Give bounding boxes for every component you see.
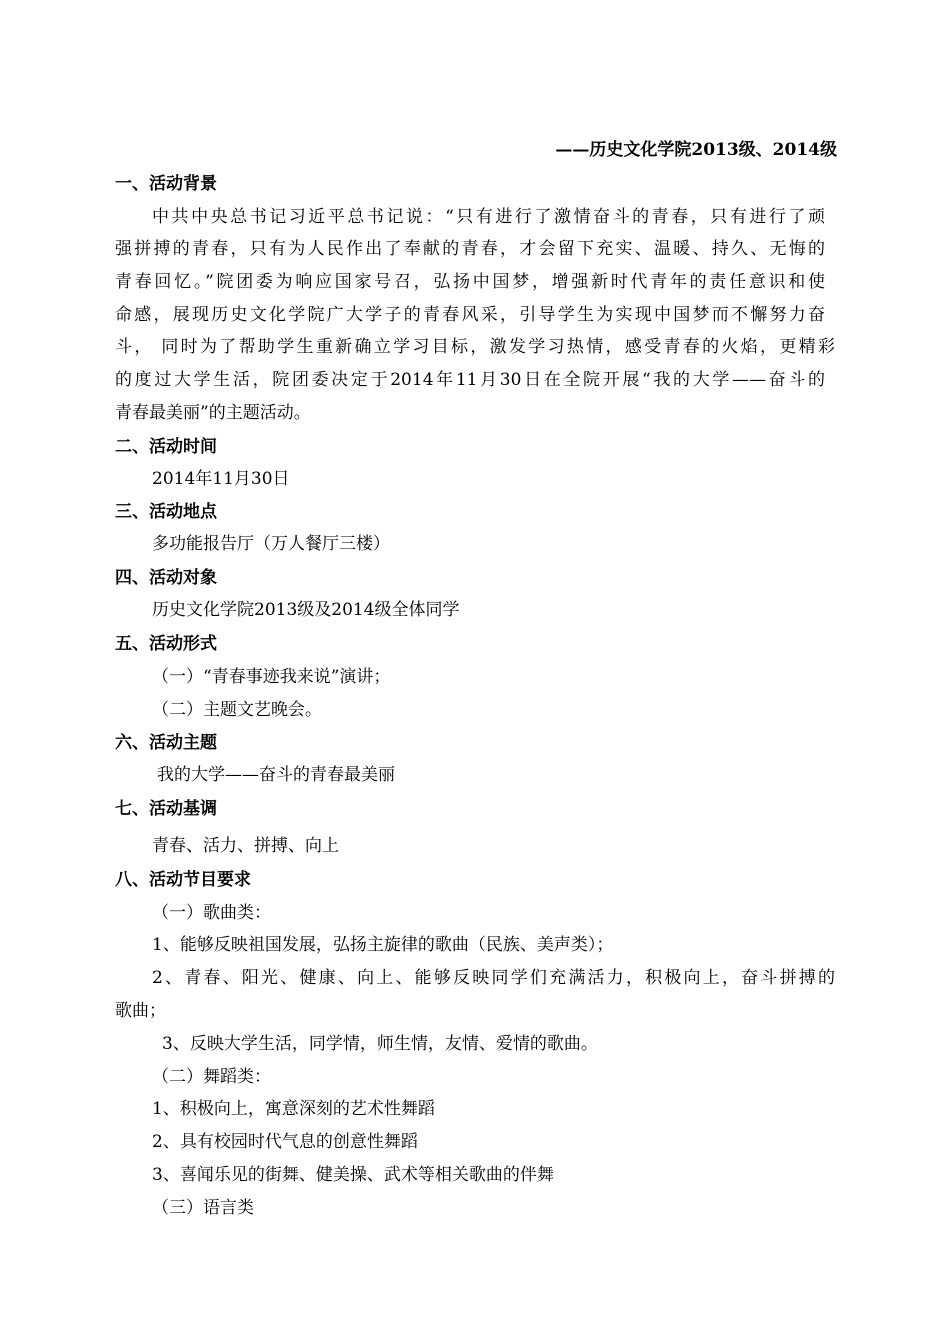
- paragraph-line: 的度过大学生活，院团委决定于2014年11月30日在全院开展“我的大学——奋斗的: [115, 370, 825, 390]
- program-line: 1、积极向上，寓意深刻的艺术性舞蹈: [152, 1099, 435, 1119]
- format-item: （一）“青春事迹我来说”演讲；: [152, 667, 391, 687]
- section-heading-location: 三、活动地点: [115, 502, 217, 522]
- program-line: 1、能够反映祖国发展，弘扬主旋律的歌曲（民族、美声类）；: [152, 935, 614, 955]
- activity-location: 多功能报告厅（万人餐厅三楼）: [152, 534, 390, 554]
- paragraph-line: 斗， 同时为了帮助学生重新确立学习目标，激发学习热情，感受青春的火焰，更精彩: [115, 337, 835, 357]
- paragraph-line: 青春最美丽”的主题活动。: [115, 403, 311, 423]
- program-line: 3、反映大学生活，同学情，师生情，友情、爱情的歌曲。: [162, 1034, 598, 1054]
- section-heading-program: 八、活动节目要求: [115, 870, 251, 890]
- activity-time: 2014年11月30日: [152, 469, 290, 489]
- program-line: 2、青春、阳光、健康、向上、能够反映同学们充满活力，积极向上，奋斗拼搏的: [152, 968, 835, 988]
- section-heading-theme: 六、活动主题: [115, 733, 217, 753]
- section-heading-tone: 七、活动基调: [115, 799, 217, 819]
- section-heading-audience: 四、活动对象: [115, 568, 217, 588]
- program-line: （二）舞蹈类：: [152, 1067, 271, 1087]
- paragraph-line: 强拼搏的青春，只有为人民作出了奉献的青春，才会留下充实、温暖、持久、无悔的: [115, 239, 825, 259]
- section-heading-time: 二、活动时间: [115, 437, 217, 457]
- paragraph-line: 中共中央总书记习近平总书记说：“只有进行了激情奋斗的青春，只有进行了顽: [152, 207, 825, 227]
- activity-theme: 我的大学——奋斗的青春最美丽: [157, 765, 395, 785]
- format-item: （二）主题文艺晚会。: [152, 700, 322, 720]
- paragraph-line: 青春回忆。”院团委为响应国家号召，弘扬中国梦，增强新时代青年的责任意识和使: [115, 272, 825, 292]
- activity-audience: 历史文化学院2013级及2014级全体同学: [152, 600, 460, 620]
- program-line: （三）语言类: [152, 1198, 254, 1218]
- subtitle: ——历史文化学院2013级、2014级: [555, 140, 837, 160]
- program-line: 歌曲；: [115, 1001, 166, 1021]
- section-heading-format: 五、活动形式: [115, 634, 217, 654]
- program-line: 3、喜闻乐见的街舞、健美操、武术等相关歌曲的伴舞: [152, 1165, 554, 1185]
- program-line: 2、具有校园时代气息的创意性舞蹈: [152, 1132, 418, 1152]
- paragraph-line: 命感，展现历史文化学院广大学子的青春风采，引导学生为实现中国梦而不懈努力奋: [115, 305, 825, 325]
- section-heading-background: 一、活动背景: [115, 174, 217, 194]
- activity-tone: 青春、活力、拼搏、向上: [152, 836, 339, 856]
- program-line: （一）歌曲类：: [152, 903, 271, 923]
